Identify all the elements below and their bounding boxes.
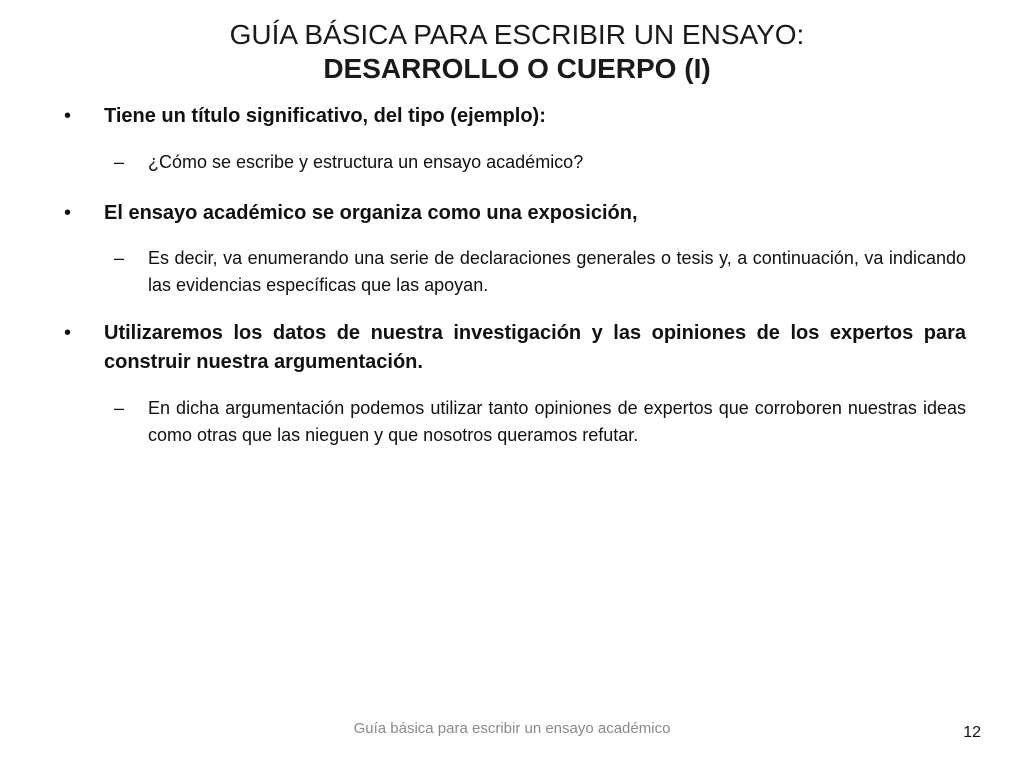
sub-text: Es decir, va enumerando una serie de declaraciones generales o tesis y, a continuación, va indicando las evidencias específicas que las apoyan.: [148, 248, 966, 295]
sub-marker: –: [114, 152, 125, 172]
page-number: 12: [963, 724, 981, 741]
sub-marker: –: [114, 398, 125, 418]
bullet-item: [64, 319, 966, 377]
bullet-item: [64, 199, 966, 228]
title-line-2: DESARROLLO O CUERPO (I): [323, 53, 711, 84]
sub-marker: –: [114, 248, 125, 268]
sub-item: [114, 245, 966, 299]
bullet-text: Utilizaremos los datos de nuestra investigación y las opiniones de los expertos para construir nuestra argumentación.: [104, 322, 966, 373]
sub-text: En dicha argumentación podemos utilizar tanto opiniones de expertos que corroboren nuestras ideas como otras que las nieguen y que nosotros queramos refutar.: [148, 398, 966, 445]
title-line-1: GUÍA BÁSICA PARA ESCRIBIR UN ENSAYO:: [229, 19, 805, 50]
slide-content: [64, 102, 966, 449]
bullet-marker: •: [64, 322, 72, 344]
bullet-text: El ensayo académico se organiza como una exposición,: [104, 202, 638, 224]
sub-text: ¿Cómo se escribe y estructura un ensayo académico?: [148, 152, 584, 172]
sub-item: [114, 149, 966, 176]
bullet-marker: •: [64, 105, 72, 127]
bullet-marker: •: [64, 202, 72, 224]
bullet-item: [64, 102, 966, 131]
slide-title: [0, 18, 1024, 86]
slide-footer: Guía básica para escribir un ensayo académico: [353, 720, 671, 737]
sub-item: [114, 395, 966, 449]
bullet-text: Tiene un título significativo, del tipo (ejemplo):: [104, 105, 546, 127]
